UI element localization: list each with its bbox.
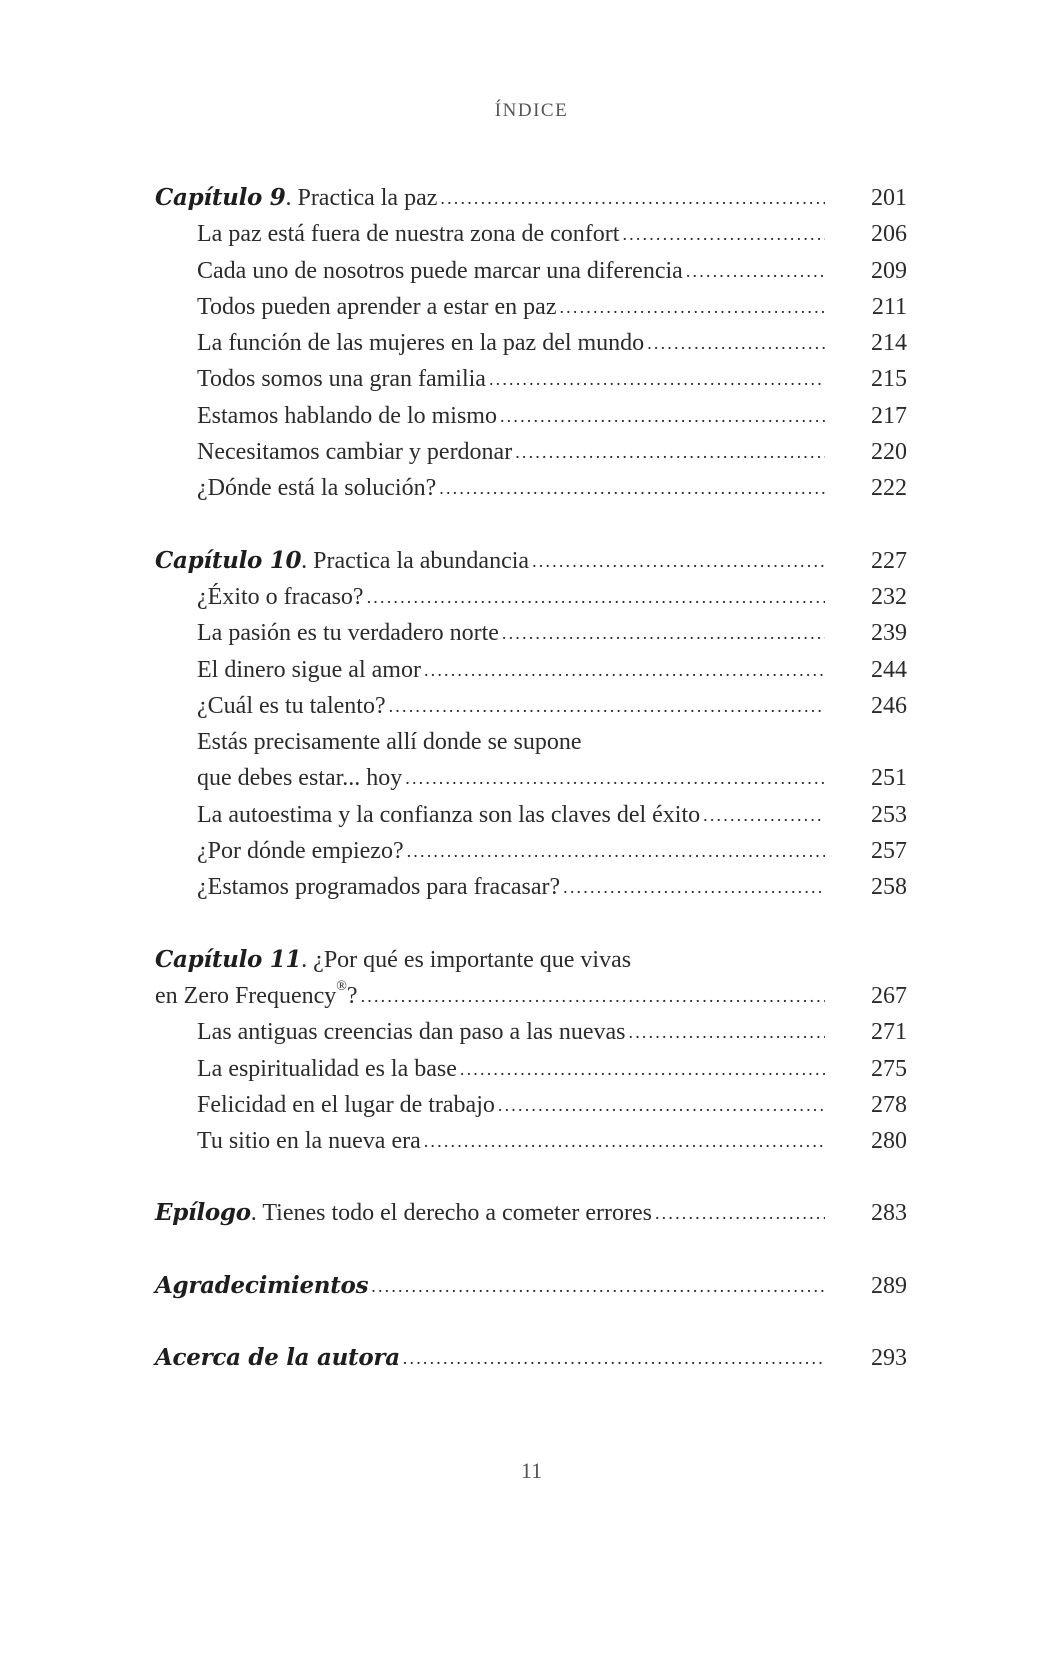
entry-title-continued: que debes estar... hoy bbox=[197, 765, 403, 792]
toc-entry[interactable] bbox=[155, 434, 907, 470]
toc-chapter-9-entry[interactable] bbox=[155, 180, 907, 216]
dot-leader bbox=[703, 797, 825, 833]
entry-title: Estás precisamente allí donde se supone bbox=[197, 729, 582, 756]
entry-title: Felicidad en el lugar de trabajo bbox=[197, 1091, 495, 1118]
dot-leader bbox=[389, 688, 825, 724]
toc-entry[interactable] bbox=[155, 1087, 907, 1123]
dot-leader bbox=[647, 325, 825, 361]
page-number: 283 bbox=[871, 1200, 907, 1227]
toc-entry[interactable] bbox=[155, 361, 907, 397]
toc-chapter-10-entry[interactable] bbox=[155, 543, 907, 579]
toc-entry-line-1[interactable] bbox=[155, 724, 907, 760]
entry-title: Estamos hablando de lo mismo bbox=[197, 402, 497, 429]
dot-leader bbox=[361, 978, 825, 1014]
dot-leader bbox=[515, 434, 825, 470]
entry-title: El dinero sigue al amor bbox=[197, 656, 421, 683]
dot-leader bbox=[502, 615, 825, 651]
dot-leader bbox=[440, 180, 825, 216]
dot-leader bbox=[367, 579, 825, 615]
entry-title: ¿Estamos programados para fracasar? bbox=[197, 874, 561, 901]
entry-title: La paz está fuera de nuestra zona de confort bbox=[197, 221, 620, 248]
dot-leader bbox=[489, 361, 825, 397]
page-folio: 11 bbox=[520, 1458, 543, 1483]
toc-entry[interactable] bbox=[155, 615, 907, 651]
page-number: 246 bbox=[871, 692, 907, 719]
toc-acknowledgements-entry[interactable] bbox=[155, 1268, 907, 1304]
chapter-label: Capítulo 11 bbox=[155, 945, 302, 973]
page-number: 215 bbox=[871, 366, 907, 393]
dot-leader bbox=[424, 1123, 825, 1159]
entry-title: Todos pueden aprender a estar en paz bbox=[197, 293, 557, 320]
toc-section-chapter-11 bbox=[155, 942, 907, 1160]
toc-epilogue-entry[interactable] bbox=[155, 1195, 907, 1231]
page-number: 217 bbox=[871, 402, 907, 429]
toc-section-epilogue bbox=[155, 1195, 907, 1231]
chapter-title-continued: en Zero Frequency bbox=[155, 982, 337, 1009]
entry-title: La función de las mujeres en la paz del mundo bbox=[197, 330, 645, 357]
page-number: 227 bbox=[871, 547, 907, 574]
page-number: 257 bbox=[871, 838, 907, 865]
page-number: 222 bbox=[871, 475, 907, 502]
entry-title: ¿Dónde está la solución? bbox=[197, 475, 437, 502]
acknowledgements-label: Agradecimientos bbox=[155, 1271, 369, 1299]
running-head: ÍNDICE bbox=[494, 100, 569, 121]
page-number: 275 bbox=[871, 1055, 907, 1082]
entry-title: Necesitamos cambiar y perdonar bbox=[197, 439, 513, 466]
toc-section-chapter-10 bbox=[155, 543, 907, 906]
dot-leader bbox=[559, 289, 825, 325]
chapter-title: . Practica la paz bbox=[285, 185, 438, 211]
toc-entry[interactable] bbox=[155, 688, 907, 724]
dot-leader bbox=[629, 1014, 826, 1050]
toc-chapter-11-entry-line-1[interactable] bbox=[155, 942, 907, 978]
page-number: 214 bbox=[871, 330, 907, 357]
entry-title: La pasión es tu verdadero norte bbox=[197, 620, 499, 647]
page-number: 201 bbox=[871, 185, 907, 211]
dot-leader bbox=[407, 833, 825, 869]
dot-leader bbox=[371, 1268, 825, 1304]
page-number: 293 bbox=[871, 1345, 907, 1372]
page-number: 206 bbox=[871, 221, 907, 248]
page-number: 239 bbox=[871, 620, 907, 647]
entry-title: Tu sitio en la nueva era bbox=[197, 1128, 421, 1155]
chapter-title-end: ? bbox=[346, 982, 358, 1009]
page-number: 280 bbox=[871, 1128, 907, 1155]
toc-entry[interactable] bbox=[155, 398, 907, 434]
epilogue-label: Epílogo bbox=[155, 1199, 251, 1227]
dot-leader bbox=[460, 1051, 825, 1087]
dot-leader bbox=[655, 1195, 825, 1231]
entry-title: ¿Cuál es tu talento? bbox=[197, 692, 386, 719]
dot-leader bbox=[622, 216, 825, 252]
entry-title: ¿Éxito o fracaso? bbox=[197, 583, 364, 610]
toc-entry[interactable] bbox=[155, 652, 907, 688]
toc-entry[interactable] bbox=[155, 253, 907, 289]
page-number: 232 bbox=[871, 583, 907, 610]
dot-leader bbox=[532, 543, 825, 579]
chapter-title: . ¿Por qué es importante que vivas bbox=[301, 946, 632, 973]
toc-entry[interactable] bbox=[155, 833, 907, 869]
toc-entry[interactable] bbox=[155, 579, 907, 615]
page-number: 209 bbox=[871, 257, 907, 284]
toc-about-author-entry[interactable] bbox=[155, 1340, 907, 1376]
toc-entry[interactable] bbox=[155, 1014, 907, 1050]
epilogue-title: . Tienes todo el derecho a cometer errores bbox=[250, 1200, 652, 1227]
dot-leader bbox=[439, 470, 825, 506]
toc-entry[interactable] bbox=[155, 1051, 907, 1087]
toc-entry[interactable] bbox=[155, 289, 907, 325]
entry-title: La espiritualidad es la base bbox=[197, 1055, 457, 1082]
toc-entry-line-2[interactable] bbox=[155, 760, 907, 796]
page-number: 220 bbox=[871, 439, 907, 466]
toc-section-acknowledgements bbox=[155, 1268, 907, 1304]
dot-leader bbox=[500, 398, 825, 434]
page-number: 258 bbox=[871, 874, 907, 901]
registered-mark: ® bbox=[336, 978, 347, 994]
entry-title: Las antiguas creencias dan paso a las nuevas bbox=[197, 1019, 626, 1046]
toc-chapter-11-entry-line-2[interactable] bbox=[155, 978, 907, 1014]
dot-leader bbox=[563, 869, 825, 905]
dot-leader bbox=[424, 652, 825, 688]
page-number: 251 bbox=[871, 765, 907, 792]
page-number: 271 bbox=[871, 1019, 907, 1046]
dot-leader bbox=[403, 1340, 825, 1376]
toc-entry[interactable] bbox=[155, 869, 907, 905]
entry-title: La autoestima y la confianza son las claves del éxito bbox=[197, 801, 701, 828]
dot-leader bbox=[686, 253, 825, 289]
page-number: 278 bbox=[871, 1091, 907, 1118]
chapter-label: Capítulo 10 bbox=[155, 546, 302, 574]
table-of-contents bbox=[155, 180, 907, 1412]
toc-entry[interactable] bbox=[155, 325, 907, 361]
toc-section-about-author bbox=[155, 1340, 907, 1376]
entry-title: Cada uno de nosotros puede marcar una diferencia bbox=[197, 257, 683, 284]
dot-leader bbox=[405, 760, 825, 796]
toc-entry[interactable] bbox=[155, 470, 907, 506]
about-author-label: Acerca de la autora bbox=[155, 1344, 400, 1372]
toc-entry[interactable] bbox=[155, 797, 907, 833]
toc-section-chapter-9 bbox=[155, 180, 907, 507]
page-number: 267 bbox=[871, 982, 907, 1009]
chapter-title: . Practica la abundancia bbox=[301, 547, 530, 574]
page-number: 244 bbox=[871, 656, 907, 683]
dot-leader bbox=[498, 1087, 825, 1123]
entry-title: ¿Por dónde empiezo? bbox=[197, 838, 404, 865]
page-number: 253 bbox=[871, 801, 907, 828]
chapter-label: Capítulo 9 bbox=[155, 184, 286, 211]
toc-entry[interactable] bbox=[155, 1123, 907, 1159]
entry-title: Todos somos una gran familia bbox=[197, 366, 486, 393]
toc-entry[interactable] bbox=[155, 216, 907, 252]
page-number: 289 bbox=[871, 1272, 907, 1299]
page-number: 211 bbox=[871, 293, 907, 320]
